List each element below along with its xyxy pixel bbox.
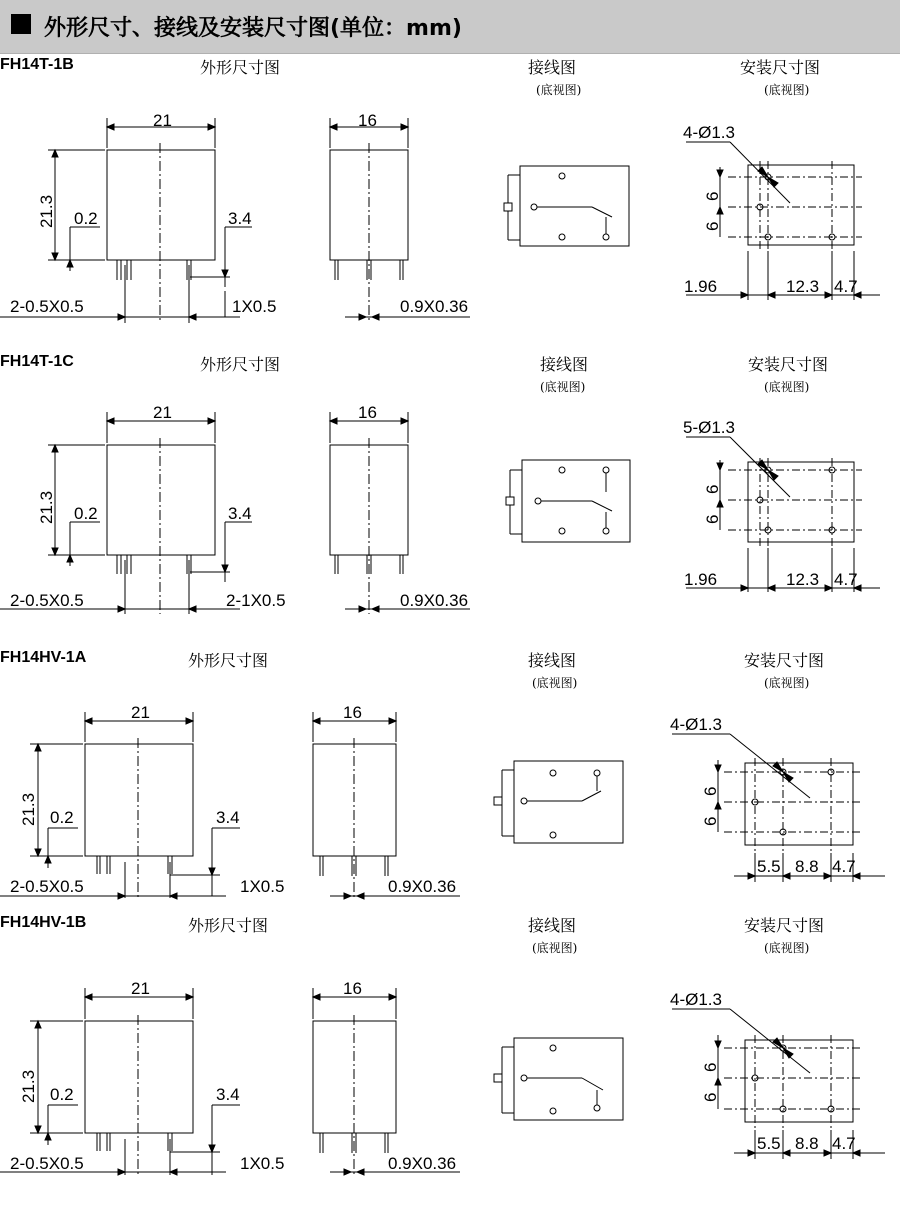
mount-dim-3: 4.7 xyxy=(834,570,858,589)
section-fh14hv-1b xyxy=(0,913,900,1208)
dim-pin-offset: 3.4 xyxy=(228,504,252,523)
mounting-subcaption: (底视图) xyxy=(764,83,810,97)
section-header xyxy=(0,0,900,54)
mount-pitch-1: 6 xyxy=(703,191,722,201)
mount-pitch-2: 6 xyxy=(703,514,722,524)
mounting-caption: 安装尺寸图 xyxy=(744,651,825,670)
coil-icon xyxy=(504,203,512,211)
dim-depth: 16 xyxy=(358,111,377,130)
dim-pin-a: 2-0.5X0.5 xyxy=(10,877,84,896)
dim-pin-b: 2-1X0.5 xyxy=(226,591,286,610)
relay-front-body xyxy=(107,150,215,260)
page-title: 外形尺寸、接线及安装尺寸图(单位：mm) xyxy=(44,16,462,41)
dim-pin-b: 1X0.5 xyxy=(232,297,277,316)
dim-gap: 0.2 xyxy=(74,504,98,523)
terminal-icon xyxy=(559,234,565,240)
drawing-canvas xyxy=(0,648,900,943)
section-fh14t-1b xyxy=(0,55,900,350)
dim-width: 21 xyxy=(153,111,172,130)
dim-depth: 16 xyxy=(343,703,362,722)
dim-pin-b: 1X0.5 xyxy=(240,1154,285,1173)
dim-pin-offset: 3.4 xyxy=(228,209,252,228)
mount-dim-2: 12.3 xyxy=(786,570,820,589)
dim-pin-offset: 3.4 xyxy=(216,808,240,827)
wiring-caption: 接线图 xyxy=(528,651,577,670)
mounting-subcaption: (底视图) xyxy=(764,676,810,690)
mount-dim-1: 1.96 xyxy=(684,277,718,296)
mount-holes: 4-Ø1.3 xyxy=(670,990,722,1009)
model-name: FH14T-1C xyxy=(0,353,74,370)
dim-pin-offset: 3.4 xyxy=(216,1085,240,1104)
drawing-canvas xyxy=(0,55,900,350)
terminal-icon xyxy=(559,173,565,179)
model-name: FH14HV-1B xyxy=(0,914,87,931)
drawing-canvas xyxy=(0,913,900,1183)
wiring-subcaption: (底视图) xyxy=(532,676,578,690)
mounting-subcaption: (底视图) xyxy=(764,941,810,955)
section-fh14t-1c xyxy=(0,352,900,647)
dim-height: 21.3 xyxy=(19,1069,38,1103)
mount-pitch-2: 6 xyxy=(701,816,720,826)
outline-caption: 外形尺寸图 xyxy=(188,916,269,935)
wiring-caption: 接线图 xyxy=(528,916,577,935)
mount-holes: 4-Ø1.3 xyxy=(670,715,722,734)
dim-height: 21.3 xyxy=(37,490,56,524)
wiring-subcaption: (底视图) xyxy=(540,380,586,394)
mounting-caption: 安装尺寸图 xyxy=(748,355,829,374)
dim-pin-a: 2-0.5X0.5 xyxy=(10,1154,84,1173)
dim-width: 21 xyxy=(131,703,150,722)
dim-pin-b: 1X0.5 xyxy=(240,877,285,896)
mounting-caption: 安装尺寸图 xyxy=(744,916,825,935)
dim-height: 21.3 xyxy=(19,792,38,826)
terminal-icon xyxy=(531,204,537,210)
wiring-caption: 接线图 xyxy=(528,58,577,77)
dim-pin-a: 2-0.5X0.5 xyxy=(10,591,84,610)
model-name: FH14T-1B xyxy=(0,56,74,73)
wiring-caption: 接线图 xyxy=(540,355,589,374)
dim-pin-side: 0.9X0.36 xyxy=(400,591,469,610)
drawing-canvas xyxy=(0,352,900,647)
dim-pin-side: 0.9X0.36 xyxy=(388,1154,457,1173)
dim-depth: 16 xyxy=(358,403,377,422)
dim-depth: 16 xyxy=(343,979,362,998)
wiring-subcaption: (底视图) xyxy=(536,83,582,97)
mount-pitch-2: 6 xyxy=(701,1092,720,1102)
mount-dim-2: 8.8 xyxy=(795,857,819,876)
dim-pin-a: 2-0.5X0.5 xyxy=(10,297,84,316)
dim-width: 21 xyxy=(131,979,150,998)
dim-pin-side: 0.9X0.36 xyxy=(400,297,469,316)
dim-height: 21.3 xyxy=(37,194,56,228)
mount-dim-2: 12.3 xyxy=(786,277,820,296)
dim-gap: 0.2 xyxy=(74,209,98,228)
mount-dim-1: 5.5 xyxy=(757,1134,781,1153)
mount-pitch-1: 6 xyxy=(703,484,722,494)
model-name: FH14HV-1A xyxy=(0,649,87,666)
wiring-subcaption: (底视图) xyxy=(532,941,578,955)
dim-gap: 0.2 xyxy=(50,1085,74,1104)
mount-holes: 4-Ø1.3 xyxy=(683,123,735,142)
dim-gap: 0.2 xyxy=(50,808,74,827)
mount-dim-1: 5.5 xyxy=(757,857,781,876)
mount-dim-3: 4.7 xyxy=(832,1134,856,1153)
mount-dim-2: 8.8 xyxy=(795,1134,819,1153)
mount-dim-3: 4.7 xyxy=(832,857,856,876)
mount-dim-1: 1.96 xyxy=(684,570,718,589)
mount-dim-3: 4.7 xyxy=(834,277,858,296)
mounting-caption: 安装尺寸图 xyxy=(740,58,821,77)
outline-caption: 外形尺寸图 xyxy=(188,651,269,670)
section-fh14hv-1a xyxy=(0,648,900,943)
outline-caption: 外形尺寸图 xyxy=(200,58,281,77)
dim-pin-side: 0.9X0.36 xyxy=(388,877,457,896)
mounting-subcaption: (底视图) xyxy=(764,380,810,394)
dim-width: 21 xyxy=(153,403,172,422)
outline-caption: 外形尺寸图 xyxy=(200,355,281,374)
mount-pitch-1: 6 xyxy=(701,786,720,796)
mount-holes: 5-Ø1.3 xyxy=(683,418,735,437)
square-bullet-icon xyxy=(11,14,31,34)
terminal-icon xyxy=(603,234,609,240)
mount-pitch-2: 6 xyxy=(703,221,722,231)
mount-pitch-1: 6 xyxy=(701,1062,720,1072)
